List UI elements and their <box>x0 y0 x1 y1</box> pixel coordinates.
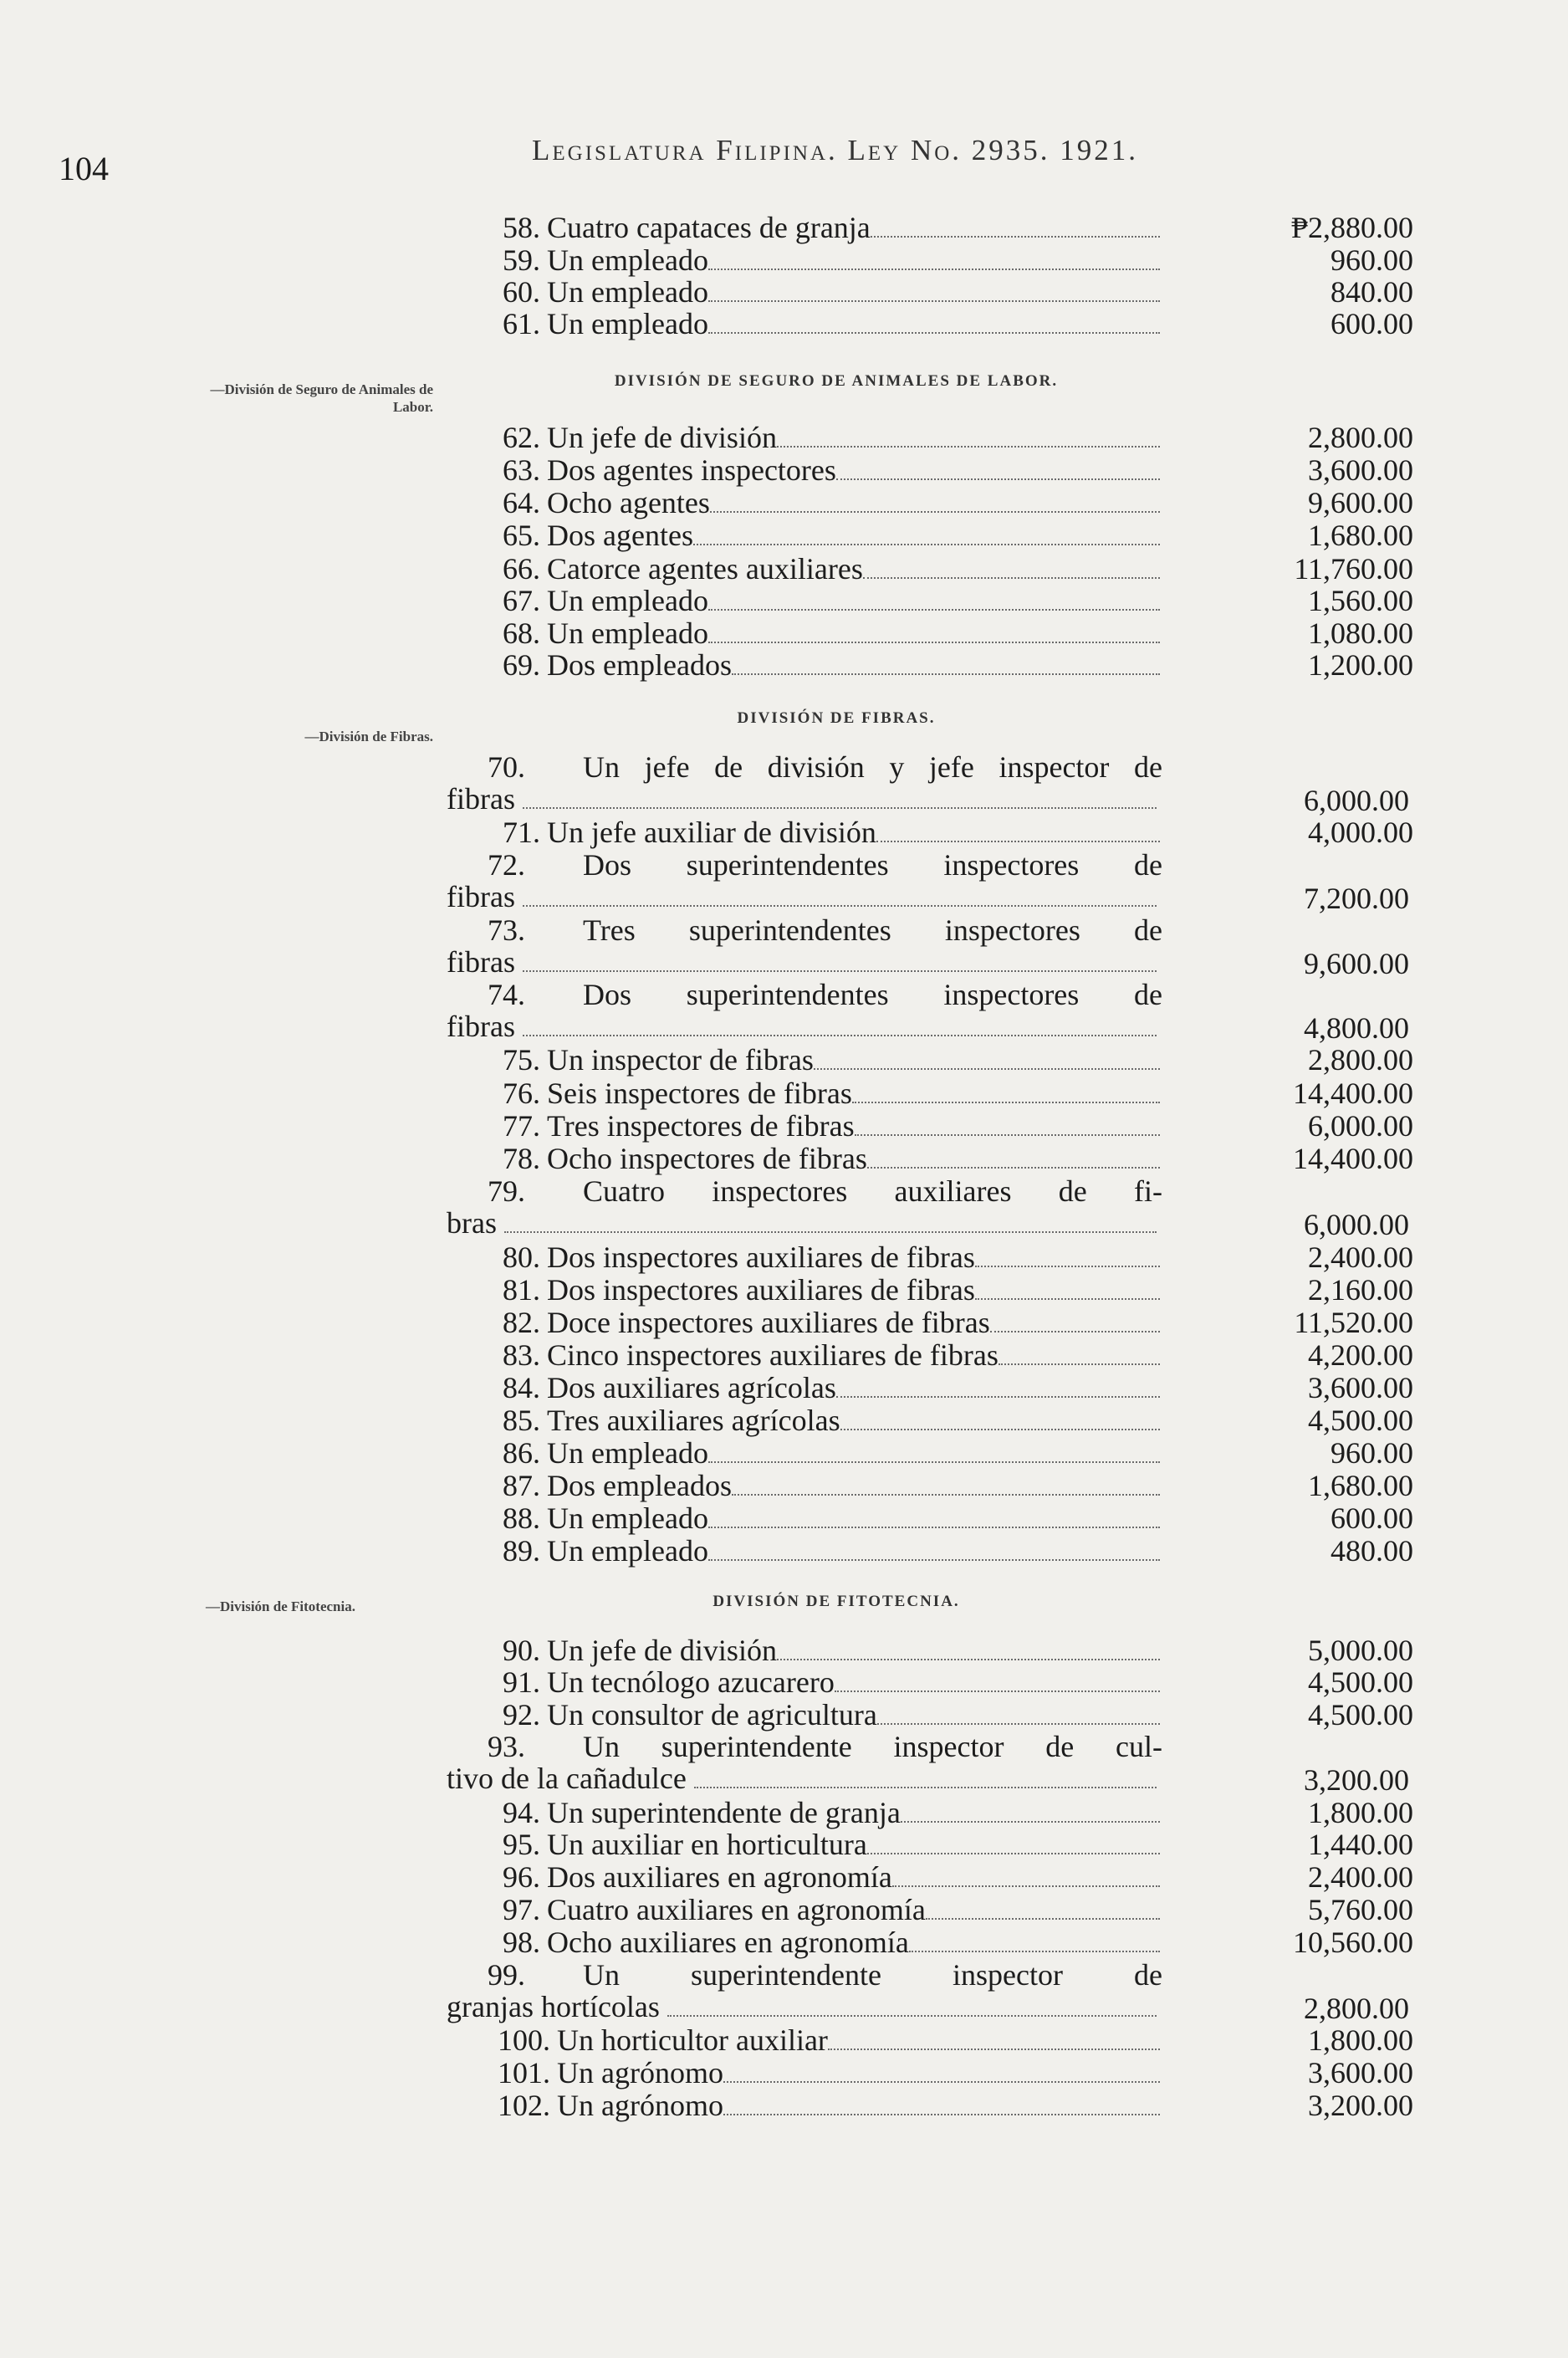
line-item-text: Cuatro auxiliares en agronomía <box>547 1893 926 1926</box>
line-item <box>452 454 1413 488</box>
line-item-description <box>452 1404 1167 1436</box>
line-item-description <box>452 1502 1167 1534</box>
line-item-text: Un horticultor auxiliar <box>557 2023 828 2057</box>
leader-dots <box>835 1690 1160 1692</box>
line-item-text: Dos inspectores auxiliares de fibras <box>547 1240 975 1274</box>
line-item-description <box>452 1372 1167 1404</box>
line-item-number: 71. <box>503 816 540 849</box>
line-item-number: 90. <box>503 1634 540 1667</box>
leader-dots <box>909 1950 1160 1952</box>
line-item-number: 59. <box>503 243 540 277</box>
line-item-amount: 3,200.00 <box>1308 2089 1413 2122</box>
line-item-number: 82. <box>503 1306 540 1339</box>
leader-dots <box>828 2048 1160 2050</box>
line-item <box>452 1372 1413 1405</box>
line-item-text: Dos inspectores auxiliares de fibras <box>547 1273 975 1307</box>
line-item-text: Tres superintendentes inspectores de <box>583 913 1162 947</box>
line-item-amount: 6,000.00 <box>1308 1109 1413 1143</box>
line-item-amount: 6,000.00 <box>1304 784 1409 817</box>
line-item-text: Un agrónomo <box>557 2089 723 2122</box>
line-item <box>452 553 1413 586</box>
line-item-description <box>452 1044 1167 1076</box>
line-item-amount: 960.00 <box>1331 243 1413 277</box>
line-item-number: 101. <box>498 2056 550 2089</box>
line-item-description <box>452 2057 1167 2089</box>
line-item-number: 64. <box>503 486 540 519</box>
leader-dots <box>871 235 1160 238</box>
line-item-number: 61. <box>503 307 540 340</box>
line-item-amount: 7,200.00 <box>1304 882 1409 915</box>
line-item-number: 81. <box>503 1273 540 1307</box>
line-item-amount: 10,560.00 <box>1293 1926 1413 1959</box>
line-item <box>452 1470 1413 1503</box>
line-item-text-continued: fibras <box>447 1010 523 1043</box>
line-item-amount: 4,200.00 <box>1308 1338 1413 1372</box>
line-item-text: Dos empleados <box>547 648 732 682</box>
line-item-text-continued: fibras <box>447 782 523 816</box>
line-item-text: Un tecnólogo azucarero <box>547 1665 835 1699</box>
line-item-text: Un empleado <box>547 243 708 277</box>
section-title-fitotecnia: DIVISIÓN DE FITOTECNIA. <box>712 1593 960 1610</box>
line-item-number: 68. <box>503 616 540 650</box>
line-item-number: 66. <box>503 552 540 586</box>
leader-dots <box>708 299 1160 302</box>
line-item-description <box>452 1307 1167 1338</box>
margin-note-fibras: —División de Fibras. <box>304 729 433 744</box>
line-item-number: 63. <box>503 453 540 487</box>
leader-dots <box>999 1363 1160 1365</box>
line-item-text: Ocho agentes <box>547 486 710 519</box>
leader-dots <box>708 268 1160 270</box>
line-item-description <box>447 1175 1162 1239</box>
line-item-description <box>452 1143 1167 1174</box>
line-item-amount: 4,800.00 <box>1304 1011 1409 1045</box>
line-item-number: 96. <box>503 1860 540 1894</box>
line-item-amount: 9,600.00 <box>1308 486 1413 519</box>
line-item <box>452 1404 1413 1438</box>
line-item-text: Tres inspectores de fibras <box>547 1109 855 1143</box>
line-item-text: Un empleado <box>547 275 708 309</box>
line-item <box>452 487 1413 520</box>
line-item-description <box>452 553 1167 585</box>
line-item-amount: 11,760.00 <box>1294 552 1413 586</box>
line-item <box>447 849 1409 914</box>
leader-dots <box>523 1034 1157 1036</box>
leader-dots <box>975 1297 1160 1300</box>
line-item <box>452 519 1413 553</box>
line-item-amount: 4,000.00 <box>1308 816 1413 849</box>
leader-dots <box>708 1460 1160 1463</box>
line-item-description <box>452 1339 1167 1371</box>
line-item-description <box>447 1731 1162 1794</box>
line-item-description <box>452 519 1167 551</box>
line-item <box>452 1143 1413 1176</box>
line-item-amount: 14,400.00 <box>1293 1142 1413 1175</box>
line-item-number: 94. <box>503 1796 540 1829</box>
line-item-description <box>452 1241 1167 1273</box>
line-item-number: 75. <box>503 1043 540 1077</box>
line-item <box>452 1861 1413 1895</box>
line-item-description <box>452 1699 1167 1731</box>
line-item-amount: 2,400.00 <box>1308 1860 1413 1894</box>
line-item-number: 74. <box>488 978 525 1011</box>
line-item-number: 78. <box>503 1142 540 1175</box>
line-item-text: Un empleado <box>547 1436 708 1470</box>
line-item-text: Tres auxiliares agrícolas <box>547 1404 840 1437</box>
line-item-number: 62. <box>503 421 540 454</box>
line-item-description <box>452 244 1167 276</box>
line-item <box>452 1797 1413 1830</box>
line-item-amount: 5,000.00 <box>1308 1634 1413 1667</box>
line-item-amount: 2,800.00 <box>1304 1992 1409 2025</box>
line-item <box>452 617 1413 651</box>
line-item-number: 98. <box>503 1926 540 1959</box>
line-item-number: 73. <box>488 913 525 947</box>
margin-note-fitotecnia: —División de Fitotecnia. <box>206 1598 355 1614</box>
line-item-description <box>452 1437 1167 1469</box>
line-item-number: 80. <box>503 1240 540 1274</box>
line-item-description <box>452 2089 1167 2121</box>
line-item-amount: 1,800.00 <box>1308 2023 1413 2057</box>
line-item-description <box>452 617 1167 649</box>
line-item-description <box>452 1535 1167 1567</box>
line-item-amount: 9,600.00 <box>1304 947 1409 980</box>
line-item-amount: 1,680.00 <box>1308 519 1413 552</box>
leader-dots <box>867 1166 1160 1169</box>
line-item <box>452 1829 1413 1862</box>
line-item-number: 69. <box>503 648 540 682</box>
leader-dots <box>990 1330 1160 1332</box>
line-item-amount: 1,440.00 <box>1308 1828 1413 1861</box>
line-item-description <box>452 2024 1167 2056</box>
line-item-amount: 1,680.00 <box>1308 1469 1413 1502</box>
line-item-number: 60. <box>503 275 540 309</box>
line-item-amount: 480.00 <box>1331 1534 1413 1568</box>
leader-dots <box>863 576 1160 579</box>
line-item-description <box>452 649 1167 681</box>
line-item-text: Doce inspectores auxiliares de fibras <box>547 1306 990 1339</box>
line-item-text: Dos empleados <box>547 1469 732 1502</box>
leader-dots <box>901 1820 1160 1823</box>
line-item-amount: 3,200.00 <box>1304 1763 1409 1797</box>
line-item-number: 79. <box>488 1174 525 1208</box>
line-item-description <box>452 1470 1167 1501</box>
line-item-text: Un superintendente inspector de <box>583 1958 1162 1992</box>
line-item-text: Un consultor de agricultura <box>547 1698 877 1731</box>
line-item-text: Ocho inspectores de fibras <box>547 1142 867 1175</box>
line-item <box>452 649 1413 683</box>
leader-dots <box>814 1067 1160 1070</box>
line-item-description <box>452 1894 1167 1926</box>
line-item-text: Dos auxiliares agrícolas <box>547 1371 836 1404</box>
line-item-text: Cuatro capataces de granja <box>547 211 871 244</box>
line-item <box>452 1502 1413 1536</box>
line-item-amount: ₱2,880.00 <box>1290 211 1413 244</box>
leader-dots <box>710 510 1160 513</box>
line-item-amount: 14,400.00 <box>1293 1077 1413 1110</box>
line-item-text: Un empleado <box>547 1501 708 1535</box>
line-item <box>452 585 1413 618</box>
leader-dots <box>523 806 1157 809</box>
leader-dots <box>708 1558 1160 1561</box>
line-item-amount: 840.00 <box>1331 275 1413 309</box>
leader-dots <box>867 1852 1160 1854</box>
leader-dots <box>876 840 1160 842</box>
line-item-description <box>447 979 1162 1042</box>
line-item <box>452 212 1413 245</box>
leader-dots <box>723 2113 1160 2115</box>
line-item-amount: 5,760.00 <box>1308 1893 1413 1926</box>
leader-dots <box>892 1885 1160 1887</box>
line-item-text: Un auxiliar en horticultura <box>547 1828 867 1861</box>
line-item-number: 95. <box>503 1828 540 1861</box>
line-item-number: 76. <box>503 1077 540 1110</box>
line-item-number: 87. <box>503 1469 540 1502</box>
leader-dots <box>975 1265 1160 1267</box>
line-item-amount: 3,600.00 <box>1308 2056 1413 2089</box>
leader-dots <box>732 673 1160 675</box>
leader-dots <box>723 2080 1160 2083</box>
line-item-number: 92. <box>503 1698 540 1731</box>
leader-dots <box>777 445 1160 448</box>
line-item <box>452 1274 1413 1307</box>
line-item <box>447 1731 1409 1796</box>
line-item-number: 70. <box>488 750 525 784</box>
line-item-number: 86. <box>503 1436 540 1470</box>
leader-dots <box>708 331 1160 334</box>
line-item-text: Un jefe auxiliar de división <box>547 816 876 849</box>
leader-dots <box>708 641 1160 643</box>
line-item <box>447 1175 1409 1240</box>
line-item-number: 84. <box>503 1371 540 1404</box>
line-item-number: 91. <box>503 1665 540 1699</box>
line-item-number: 89. <box>503 1534 540 1568</box>
leader-dots <box>523 969 1157 972</box>
line-item-text: Un jefe de división <box>547 1634 777 1667</box>
line-item-text: Dos superintendentes inspectores de <box>583 978 1162 1011</box>
leader-dots <box>926 1917 1160 1920</box>
line-item-text: Un jefe de división <box>547 421 777 454</box>
line-item-description <box>452 1077 1167 1109</box>
line-item-amount: 4,500.00 <box>1308 1404 1413 1437</box>
line-item-text: Un agrónomo <box>557 2056 723 2089</box>
leader-dots <box>523 904 1157 907</box>
margin-note-seguro: —División de Seguro de Animales de Labor. <box>210 381 433 415</box>
line-item-text-continued: fibras <box>447 880 523 913</box>
section-title-seguro: DIVISIÓN DE SEGURO DE ANIMALES DE LABOR. <box>614 372 1059 390</box>
line-item-text: Un inspector de fibras <box>547 1043 814 1077</box>
line-item-number: 77. <box>503 1109 540 1143</box>
leader-dots <box>836 1395 1160 1398</box>
line-item-text: Un superintendente inspector de cul- <box>583 1730 1162 1763</box>
line-item <box>452 816 1413 850</box>
line-item <box>452 1339 1413 1373</box>
leader-dots <box>840 1428 1160 1430</box>
leader-dots <box>732 1493 1160 1496</box>
line-item-number: 97. <box>503 1893 540 1926</box>
line-item-amount: 2,400.00 <box>1308 1240 1413 1274</box>
leader-dots <box>852 1101 1160 1103</box>
line-item <box>452 276 1413 309</box>
line-item-text: Dos auxiliares en agronomía <box>547 1860 892 1894</box>
leader-dots <box>694 1786 1157 1788</box>
line-item-number: 58. <box>503 211 540 244</box>
line-item-text: Dos agentes <box>547 519 693 552</box>
leader-dots <box>877 1722 1160 1725</box>
line-item <box>452 2024 1413 2058</box>
line-item-description <box>452 487 1167 519</box>
leader-dots <box>836 478 1160 480</box>
line-item-description <box>452 1861 1167 1893</box>
line-item <box>452 1666 1413 1700</box>
line-item-amount: 600.00 <box>1331 1501 1413 1535</box>
line-item-text: Un empleado <box>547 584 708 617</box>
line-item <box>452 1077 1413 1111</box>
line-item-description <box>452 1110 1167 1142</box>
running-header: Legislatura Filipina. Ley No. 2935. 1921. <box>532 134 1139 166</box>
line-item-text: Un empleado <box>547 1534 708 1568</box>
line-item-text: Un empleado <box>547 307 708 340</box>
line-item-number: 93. <box>488 1730 525 1763</box>
line-item <box>447 979 1409 1044</box>
line-item-text: Catorce agentes auxiliares <box>547 552 863 586</box>
line-item-number: 102. <box>498 2089 550 2122</box>
line-item <box>452 422 1413 455</box>
line-item-text: Un empleado <box>547 616 708 650</box>
line-item <box>452 1894 1413 1927</box>
line-item-description <box>447 849 1162 913</box>
line-item-number: 67. <box>503 584 540 617</box>
line-item-description <box>452 276 1167 308</box>
line-item-text: Ocho auxiliares en agronomía <box>547 1926 909 1959</box>
line-item <box>452 1110 1413 1143</box>
line-item-description <box>452 1797 1167 1829</box>
line-item-description <box>452 1926 1167 1958</box>
line-item <box>452 1437 1413 1471</box>
line-item <box>452 1926 1413 1960</box>
line-item-amount: 4,500.00 <box>1308 1665 1413 1699</box>
line-item-text-continued: bras <box>447 1206 504 1240</box>
line-item-number: 99. <box>488 1958 525 1992</box>
line-item-amount: 960.00 <box>1331 1436 1413 1470</box>
line-item-amount: 1,080.00 <box>1308 616 1413 650</box>
section-title-fibras: DIVISIÓN DE FIBRAS. <box>737 709 936 727</box>
line-item <box>452 1535 1413 1568</box>
line-item-description <box>452 1829 1167 1860</box>
leader-dots <box>708 1526 1160 1528</box>
page-number: 104 <box>59 150 109 187</box>
line-item <box>447 914 1409 980</box>
line-item-amount: 1,800.00 <box>1308 1796 1413 1829</box>
line-item-amount: 600.00 <box>1331 307 1413 340</box>
leader-dots <box>855 1133 1160 1136</box>
line-item <box>452 1044 1413 1077</box>
line-item-description <box>447 914 1162 978</box>
line-item-text: Seis inspectores de fibras <box>547 1077 852 1110</box>
line-item-amount: 2,160.00 <box>1308 1273 1413 1307</box>
line-item-amount: 2,800.00 <box>1308 421 1413 454</box>
line-item <box>452 308 1413 341</box>
line-item-text: Un jefe de división y jefe inspector de <box>583 750 1162 784</box>
line-item-number: 85. <box>503 1404 540 1437</box>
line-item-text: Dos agentes inspectores <box>547 453 836 487</box>
line-item <box>452 1634 1413 1668</box>
line-item-text-continued: granjas hortícolas <box>447 1990 667 2023</box>
line-item-description <box>452 585 1167 616</box>
line-item-description <box>452 1666 1167 1698</box>
line-item-text-continued: tivo de la cañadulce <box>447 1762 694 1795</box>
line-item-description <box>452 1274 1167 1306</box>
line-item-number: 65. <box>503 519 540 552</box>
leader-dots <box>667 2014 1157 2017</box>
line-item-description <box>452 816 1167 848</box>
line-item-amount: 1,200.00 <box>1308 648 1413 682</box>
line-item-description <box>452 454 1167 486</box>
line-item-amount: 4,500.00 <box>1308 1698 1413 1731</box>
line-item <box>452 1699 1413 1732</box>
leader-dots <box>504 1230 1157 1233</box>
line-item <box>452 2057 1413 2090</box>
line-item <box>447 751 1409 816</box>
line-item-amount: 1,560.00 <box>1308 584 1413 617</box>
line-item-amount: 2,800.00 <box>1308 1043 1413 1077</box>
line-item <box>452 1307 1413 1340</box>
line-item-amount: 3,600.00 <box>1308 453 1413 487</box>
line-item-description <box>452 422 1167 453</box>
line-item <box>452 244 1413 278</box>
line-item-text: Cuatro inspectores auxiliares de fi- <box>583 1174 1162 1208</box>
line-item <box>452 2089 1413 2123</box>
line-item-amount: 6,000.00 <box>1304 1208 1409 1241</box>
line-item-text: Cinco inspectores auxiliares de fibras <box>547 1338 999 1372</box>
line-item-amount: 3,600.00 <box>1308 1371 1413 1404</box>
leader-dots <box>693 543 1160 545</box>
line-item-amount: 11,520.00 <box>1294 1306 1413 1339</box>
line-item <box>452 1241 1413 1275</box>
line-item-description <box>452 1634 1167 1666</box>
line-item-description <box>452 212 1167 243</box>
line-item-text: Dos superintendentes inspectores de <box>583 848 1162 882</box>
line-item-number: 83. <box>503 1338 540 1372</box>
line-item-number: 88. <box>503 1501 540 1535</box>
line-item-description <box>447 1959 1162 2023</box>
line-item-number: 100. <box>498 2023 550 2057</box>
line-item-description <box>452 308 1167 340</box>
line-item-number: 72. <box>488 848 525 882</box>
leader-dots <box>708 608 1160 611</box>
line-item-description <box>447 751 1162 815</box>
line-item <box>447 1959 1409 2024</box>
line-item-text: Un superintendente de granja <box>547 1796 901 1829</box>
line-item-text-continued: fibras <box>447 945 523 979</box>
leader-dots <box>777 1658 1160 1660</box>
